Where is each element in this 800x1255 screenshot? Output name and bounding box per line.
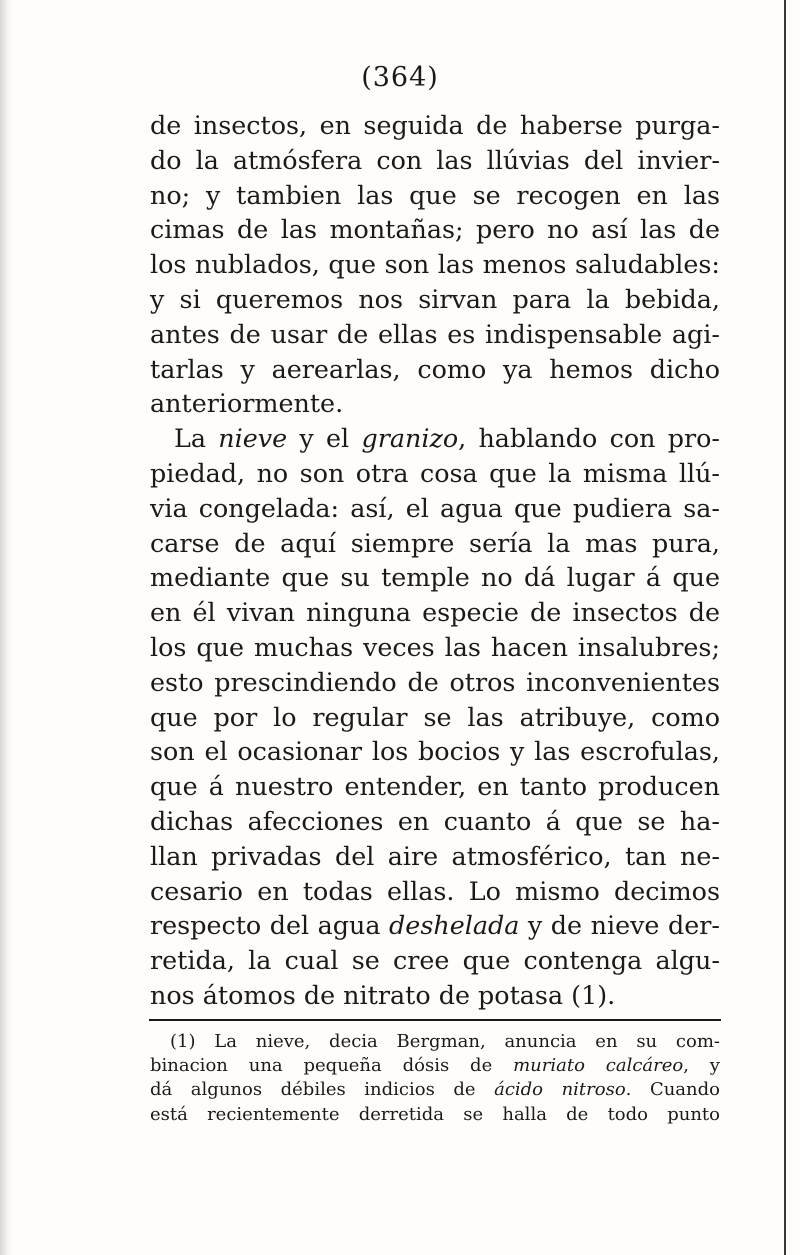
text-line: dichas afecciones en cuanto á que se ha-: [150, 805, 720, 836]
page-spine-shadow: [0, 0, 12, 1255]
text-line-mixed: [150, 908, 720, 943]
footnote-rule: [149, 1019, 721, 1021]
text-line: los que muchas veces las hacen insalubres;: [150, 631, 720, 662]
text-line: son el ocasionar los bocios y las escrofulas,: [150, 736, 720, 767]
text-run: y de nieve der-: [519, 910, 720, 941]
text-run: , y: [683, 1055, 720, 1077]
text-line: cesario en todas ellas. Lo mismo decimos: [150, 875, 720, 906]
text-line: y si queremos nos sirvan para la bebida,: [150, 283, 720, 314]
italic-term: deshelada: [389, 910, 520, 941]
text-run: y el: [287, 423, 362, 454]
text-line: retida, la cual se cree que contenga algu-: [150, 945, 720, 976]
text-line: nos átomos de nitrato de potasa (1).: [150, 979, 616, 1010]
text-line: llan privadas del aire atmosférico, tan ne-: [150, 840, 720, 871]
footnote-line: está recientemente derretida se halla de todo punto: [150, 1103, 720, 1125]
text-run: binacion una pequeña dósis de: [150, 1055, 514, 1077]
text-line: esto prescindiendo de otros inconvenientes: [150, 666, 720, 697]
text-run: . Cuando: [625, 1079, 720, 1101]
page-number: (364): [361, 62, 439, 93]
text-line: cimas de las montañas; pero no así las de: [150, 214, 720, 245]
page-edge: [784, 0, 800, 1255]
text-run: , hablando con pro-: [458, 423, 720, 454]
text-line: no; y tambien las que se recogen en las: [150, 179, 720, 210]
paragraph-first-line: [150, 421, 720, 456]
text-line: piedad, no son otra cosa que la misma llú-: [150, 457, 720, 488]
italic-term: nieve: [218, 423, 288, 454]
italic-term: granizo: [361, 423, 459, 454]
footnote-line-mixed: [150, 1054, 720, 1078]
text-line: via congelada: así, el agua que pudiera sa-: [150, 492, 720, 523]
text-run: dá algunos débiles indicios de: [150, 1079, 495, 1101]
text-line: tarlas y aerearlas, como ya hemos dicho: [150, 353, 720, 384]
text-line: anteriormente.: [150, 388, 344, 419]
text-line: de insectos, en seguida de haberse purga-: [150, 110, 720, 140]
italic-term: ácido nitroso: [494, 1079, 626, 1101]
text-run: La: [174, 423, 219, 454]
text-line: mediante que su temple no dá lugar á que: [150, 562, 720, 593]
footnote: [150, 1030, 720, 1127]
text-line: do la atmósfera con las llúvias del invier-: [150, 144, 720, 175]
footnote-line: (1) La nieve, decia Bergman, anuncia en su com-: [170, 1031, 720, 1052]
text-line: antes de usar de ellas es indispensable agi-: [150, 318, 720, 349]
footnote-line-mixed: [150, 1078, 720, 1102]
text-line: que por lo regular se las atribuye, como: [150, 701, 720, 732]
text-line: que á nuestro entender, en tanto producen: [150, 771, 720, 802]
text-line: los nublados, que son las menos saludables:: [150, 249, 720, 280]
text-line: en él vivan ninguna especie de insectos de: [150, 597, 720, 628]
text-run: respecto del agua: [150, 910, 390, 941]
body-text: [150, 108, 720, 1013]
text-line: carse de aquí siempre sería la mas pura,: [150, 527, 720, 558]
italic-term: muriato calcáreo: [513, 1055, 684, 1077]
